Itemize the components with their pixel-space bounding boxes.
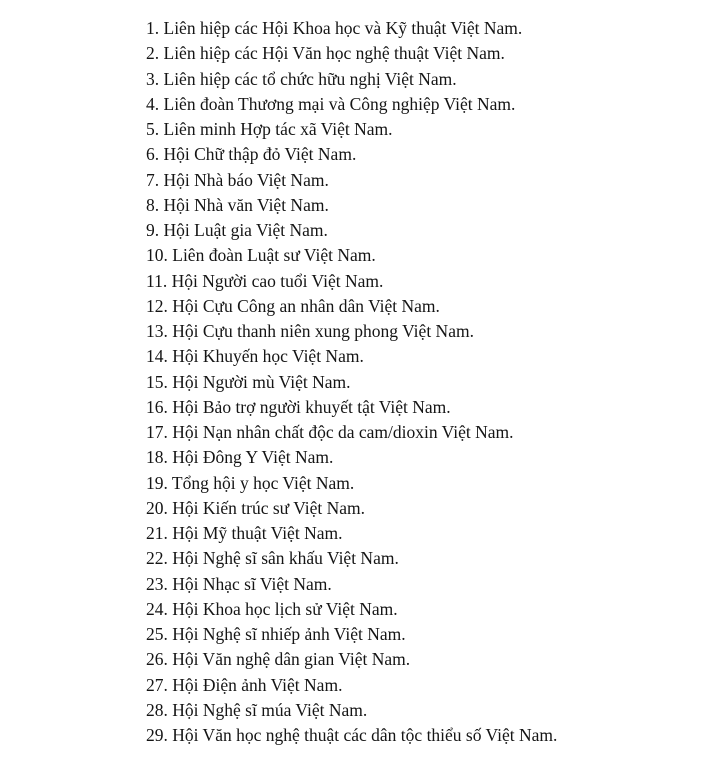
- list-item: 17. Hội Nạn nhân chất độc da cam/dioxin Việt Nam.: [146, 422, 514, 442]
- list-item: 21. Hội Mỹ thuật Việt Nam.: [146, 523, 343, 543]
- list-item: 5. Liên minh Hợp tác xã Việt Nam.: [146, 119, 393, 139]
- list-item: 3. Liên hiệp các tổ chức hữu nghị Việt Nam.: [146, 68, 457, 89]
- list-item: 7. Hội Nhà báo Việt Nam.: [146, 169, 329, 190]
- list-item: 25. Hội Nghệ sĩ nhiếp ảnh Việt Nam.: [146, 624, 406, 644]
- list-item: 22. Hội Nghệ sĩ sân khấu Việt Nam.: [146, 548, 399, 569]
- list-item: 12. Hội Cựu Công an nhân dân Việt Nam.: [146, 295, 440, 316]
- list-item: 4. Liên đoàn Thương mại và Công nghiệp Việt Nam.: [146, 93, 516, 114]
- list-item: 15. Hội Người mù Việt Nam.: [146, 371, 351, 392]
- list-item: 26. Hội Văn nghệ dân gian Việt Nam.: [146, 649, 411, 670]
- list-item: 8. Hội Nhà văn Việt Nam.: [146, 194, 329, 215]
- list-item: 13. Hội Cựu thanh niên xung phong Việt Nam.: [146, 321, 474, 341]
- list-item: 24. Hội Khoa học lịch sử Việt Nam.: [146, 598, 398, 619]
- organization-list: [146, 16, 706, 748]
- list-item: 27. Hội Điện ảnh Việt Nam.: [146, 674, 343, 695]
- list-item: 9. Hội Luật gia Việt Nam.: [146, 220, 328, 240]
- list-item: 19. Tổng hội y học Việt Nam.: [146, 472, 355, 493]
- list-item: 6. Hội Chữ thập đỏ Việt Nam.: [146, 144, 357, 165]
- list-item: 20. Hội Kiến trúc sư Việt Nam.: [146, 497, 366, 518]
- list-item: 1. Liên hiệp các Hội Khoa học và Kỹ thuật Việt Nam.: [146, 18, 523, 38]
- list-item: 10. Liên đoàn Luật sư Việt Nam.: [146, 245, 376, 266]
- list-item: 18. Hội Đông Y Việt Nam.: [146, 447, 334, 468]
- list-item: 28. Hội Nghệ sĩ múa Việt Nam.: [146, 699, 368, 720]
- list-item: 29. Hội Văn học nghệ thuật các dân tộc thiểu số Việt Nam.: [146, 725, 558, 745]
- list-item: 2. Liên hiệp các Hội Văn học nghệ thuật Việt Nam.: [146, 43, 505, 64]
- list-item: 16. Hội Bảo trợ người khuyết tật Việt Nam.: [146, 396, 451, 417]
- list-item: 23. Hội Nhạc sĩ Việt Nam.: [146, 573, 332, 594]
- list-item: 11. Hội Người cao tuổi Việt Nam.: [146, 270, 384, 291]
- list-item: 14. Hội Khuyến học Việt Nam.: [146, 346, 364, 367]
